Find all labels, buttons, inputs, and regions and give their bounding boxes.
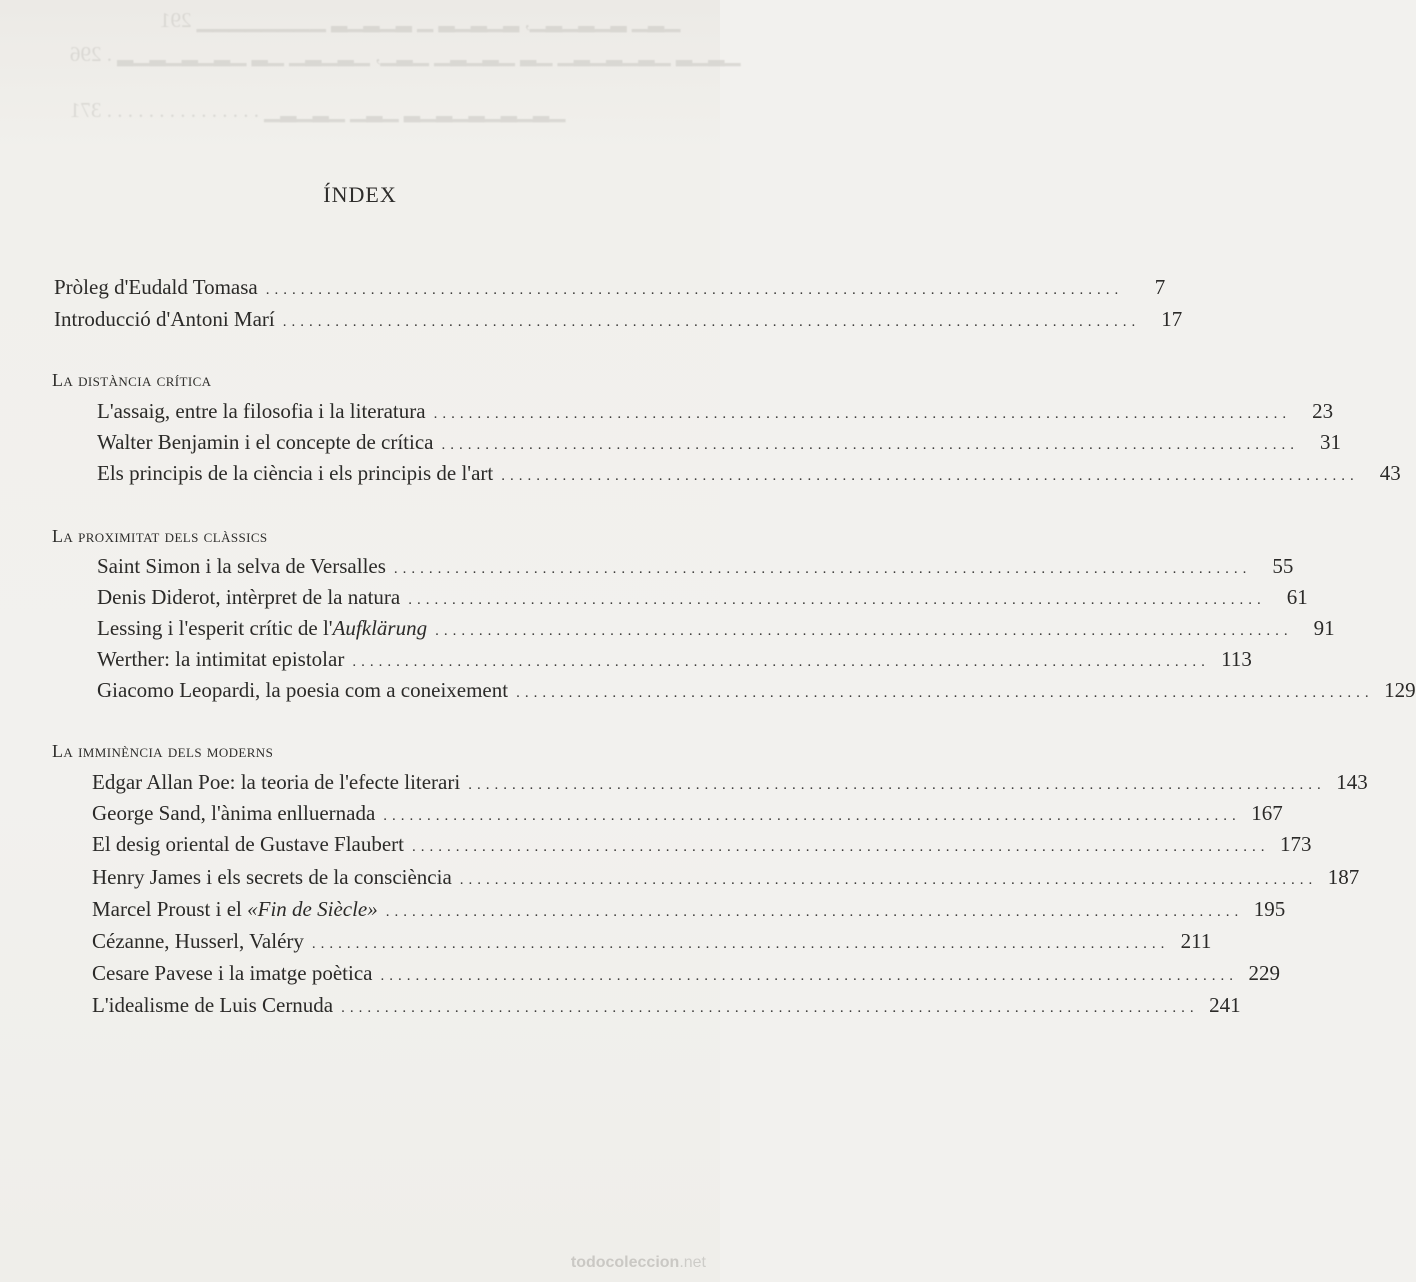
leader-dots: .................................................................................................. bbox=[380, 968, 1238, 984]
entry-page: 143 bbox=[1336, 770, 1368, 794]
entry-page: 229 bbox=[1248, 961, 1280, 985]
entry-title: Giacomo Leopardi, la poesia com a coneixement bbox=[97, 678, 509, 702]
entry-title: Walter Benjamin i el concepte de crítica bbox=[97, 430, 434, 454]
entry-title: George Sand, l'ànima enlluernada bbox=[92, 801, 376, 825]
index-title: ÍNDEX bbox=[323, 182, 397, 207]
section-heading: La proximitat dels clàssics bbox=[52, 526, 268, 546]
leader-dots: .................................................................................................. bbox=[501, 468, 1359, 484]
entry-title: Els principis de la ciència i els principis de l'art bbox=[97, 461, 494, 485]
entry-title: Denis Diderot, intèrpret de la natura bbox=[97, 585, 401, 609]
toc-entry bbox=[54, 304, 1183, 334]
toc-entry bbox=[97, 551, 1294, 581]
bleed-through-text: ▁▂▁▂ ▁▂▁▂▁▂▁ ▁▂ ▁▂▁▂▁ ▁▂▁, ▁▂▁▂▁ ▁▂ ▁▂▁▂▁▂▁▂ . 296 bbox=[70, 42, 741, 66]
leader-dots: .................................................................................................. bbox=[412, 839, 1270, 855]
entry-page: 241 bbox=[1209, 993, 1241, 1017]
bleed-through-text: ▁▂▁ ▂▁▂▁▂▁, ▂▁▂▁▂ ▁ ▂▁▂▁▂ ▁▁▁▁▁▁▁▁ 291 bbox=[160, 8, 681, 32]
entry-title: Henry James i els secrets de la consciència bbox=[92, 865, 452, 889]
entry-page: 173 bbox=[1280, 832, 1312, 856]
entry-page: 43 bbox=[1379, 461, 1401, 485]
toc-entry bbox=[97, 644, 1252, 674]
toc-entry bbox=[92, 862, 1360, 892]
entry-title-italic: Aufklärung bbox=[332, 616, 428, 640]
watermark-domain: .net bbox=[679, 1254, 706, 1271]
entry-title: Edgar Allan Poe: la teoria de l'efecte literari bbox=[92, 770, 461, 794]
leader-dots: .................................................................................................. bbox=[383, 808, 1241, 824]
entry-title: Introducció d'Antoni Marí bbox=[54, 307, 275, 331]
watermark-brand: todocoleccion bbox=[570, 1254, 680, 1271]
entry-page: 23 bbox=[1312, 399, 1334, 423]
toc-entry bbox=[97, 396, 1334, 426]
toc-entry bbox=[92, 767, 1368, 797]
entry-page: 187 bbox=[1327, 865, 1360, 889]
entry-title bbox=[97, 613, 427, 643]
toc-entry bbox=[92, 894, 1286, 924]
entry-title: L'assaig, entre la filosofia i la literatura bbox=[97, 399, 426, 423]
toc-entry bbox=[97, 675, 1416, 705]
section-heading: La distància crítica bbox=[52, 370, 212, 390]
entry-title-prefix: Lessing i l'esperit crític de l' bbox=[97, 616, 333, 640]
leader-dots: .................................................................................................. bbox=[265, 282, 1124, 298]
leader-dots: .................................................................................................. bbox=[352, 654, 1210, 670]
toc-entry bbox=[92, 958, 1280, 988]
entry-page: 55 bbox=[1272, 554, 1294, 578]
entry-title: Cézanne, Husserl, Valéry bbox=[92, 929, 304, 953]
entry-page: 195 bbox=[1253, 897, 1286, 921]
entry-page: 211 bbox=[1180, 929, 1212, 953]
entry-title: Pròleg d'Eudald Tomasa bbox=[54, 275, 258, 299]
entry-title-italic: «Fin de Siècle» bbox=[247, 897, 378, 921]
entry-title: Werther: la intimitat epistolar bbox=[97, 647, 345, 671]
leader-dots: .................................................................................................. bbox=[408, 592, 1266, 608]
entry-page: 31 bbox=[1319, 430, 1341, 454]
leader-dots: .................................................................................................. bbox=[341, 1000, 1199, 1016]
toc-entry bbox=[97, 613, 1335, 643]
toc-entry bbox=[92, 798, 1283, 828]
entry-title-prefix: Marcel Proust i el bbox=[92, 897, 248, 921]
entry-title: Saint Simon i la selva de Versalles bbox=[97, 554, 386, 578]
bleed-through-text: ▁▂▁▂▁▂▁▂▁▂ ▁▂▁ ▁▂▁▂▁ . . . . . . . . . . . . . . . 371 bbox=[70, 98, 566, 122]
entry-page: 129 bbox=[1384, 678, 1416, 702]
leader-dots: .................................................................................................. bbox=[433, 406, 1292, 422]
section-heading: La imminència dels moderns bbox=[52, 741, 274, 761]
watermark bbox=[571, 1254, 706, 1272]
toc-entry bbox=[92, 990, 1241, 1020]
toc-entry bbox=[97, 427, 1341, 457]
leader-dots: .................................................................................................. bbox=[459, 872, 1318, 888]
entry-title: El desig oriental de Gustave Flaubert bbox=[92, 832, 404, 856]
toc-entry bbox=[92, 926, 1212, 956]
entry-page: 61 bbox=[1286, 585, 1308, 609]
leader-dots: .................................................................................................. bbox=[311, 936, 1170, 952]
toc-entry bbox=[97, 458, 1401, 488]
toc-entry bbox=[54, 272, 1166, 302]
entry-title: L'idealisme de Luis Cernuda bbox=[92, 993, 334, 1017]
leader-dots: .................................................................................................. bbox=[516, 685, 1374, 701]
entry-page: 167 bbox=[1251, 801, 1283, 825]
entry-title: Cesare Pavese i la imatge poètica bbox=[92, 961, 373, 985]
entry-page: 91 bbox=[1313, 616, 1335, 640]
leader-dots: .................................................................................................. bbox=[435, 623, 1293, 639]
entry-page: 7 bbox=[1154, 275, 1166, 299]
toc-entry bbox=[92, 829, 1312, 859]
entry-page: 113 bbox=[1221, 647, 1252, 671]
entry-title bbox=[92, 894, 378, 924]
leader-dots: .................................................................................................. bbox=[282, 314, 1141, 330]
leader-dots: .................................................................................................. bbox=[393, 561, 1252, 577]
entry-page: 17 bbox=[1161, 307, 1183, 331]
toc-entry bbox=[97, 582, 1308, 612]
leader-dots: .................................................................................................. bbox=[441, 437, 1299, 453]
leader-dots: .................................................................................................. bbox=[468, 777, 1326, 793]
leader-dots: .................................................................................................. bbox=[385, 904, 1244, 920]
